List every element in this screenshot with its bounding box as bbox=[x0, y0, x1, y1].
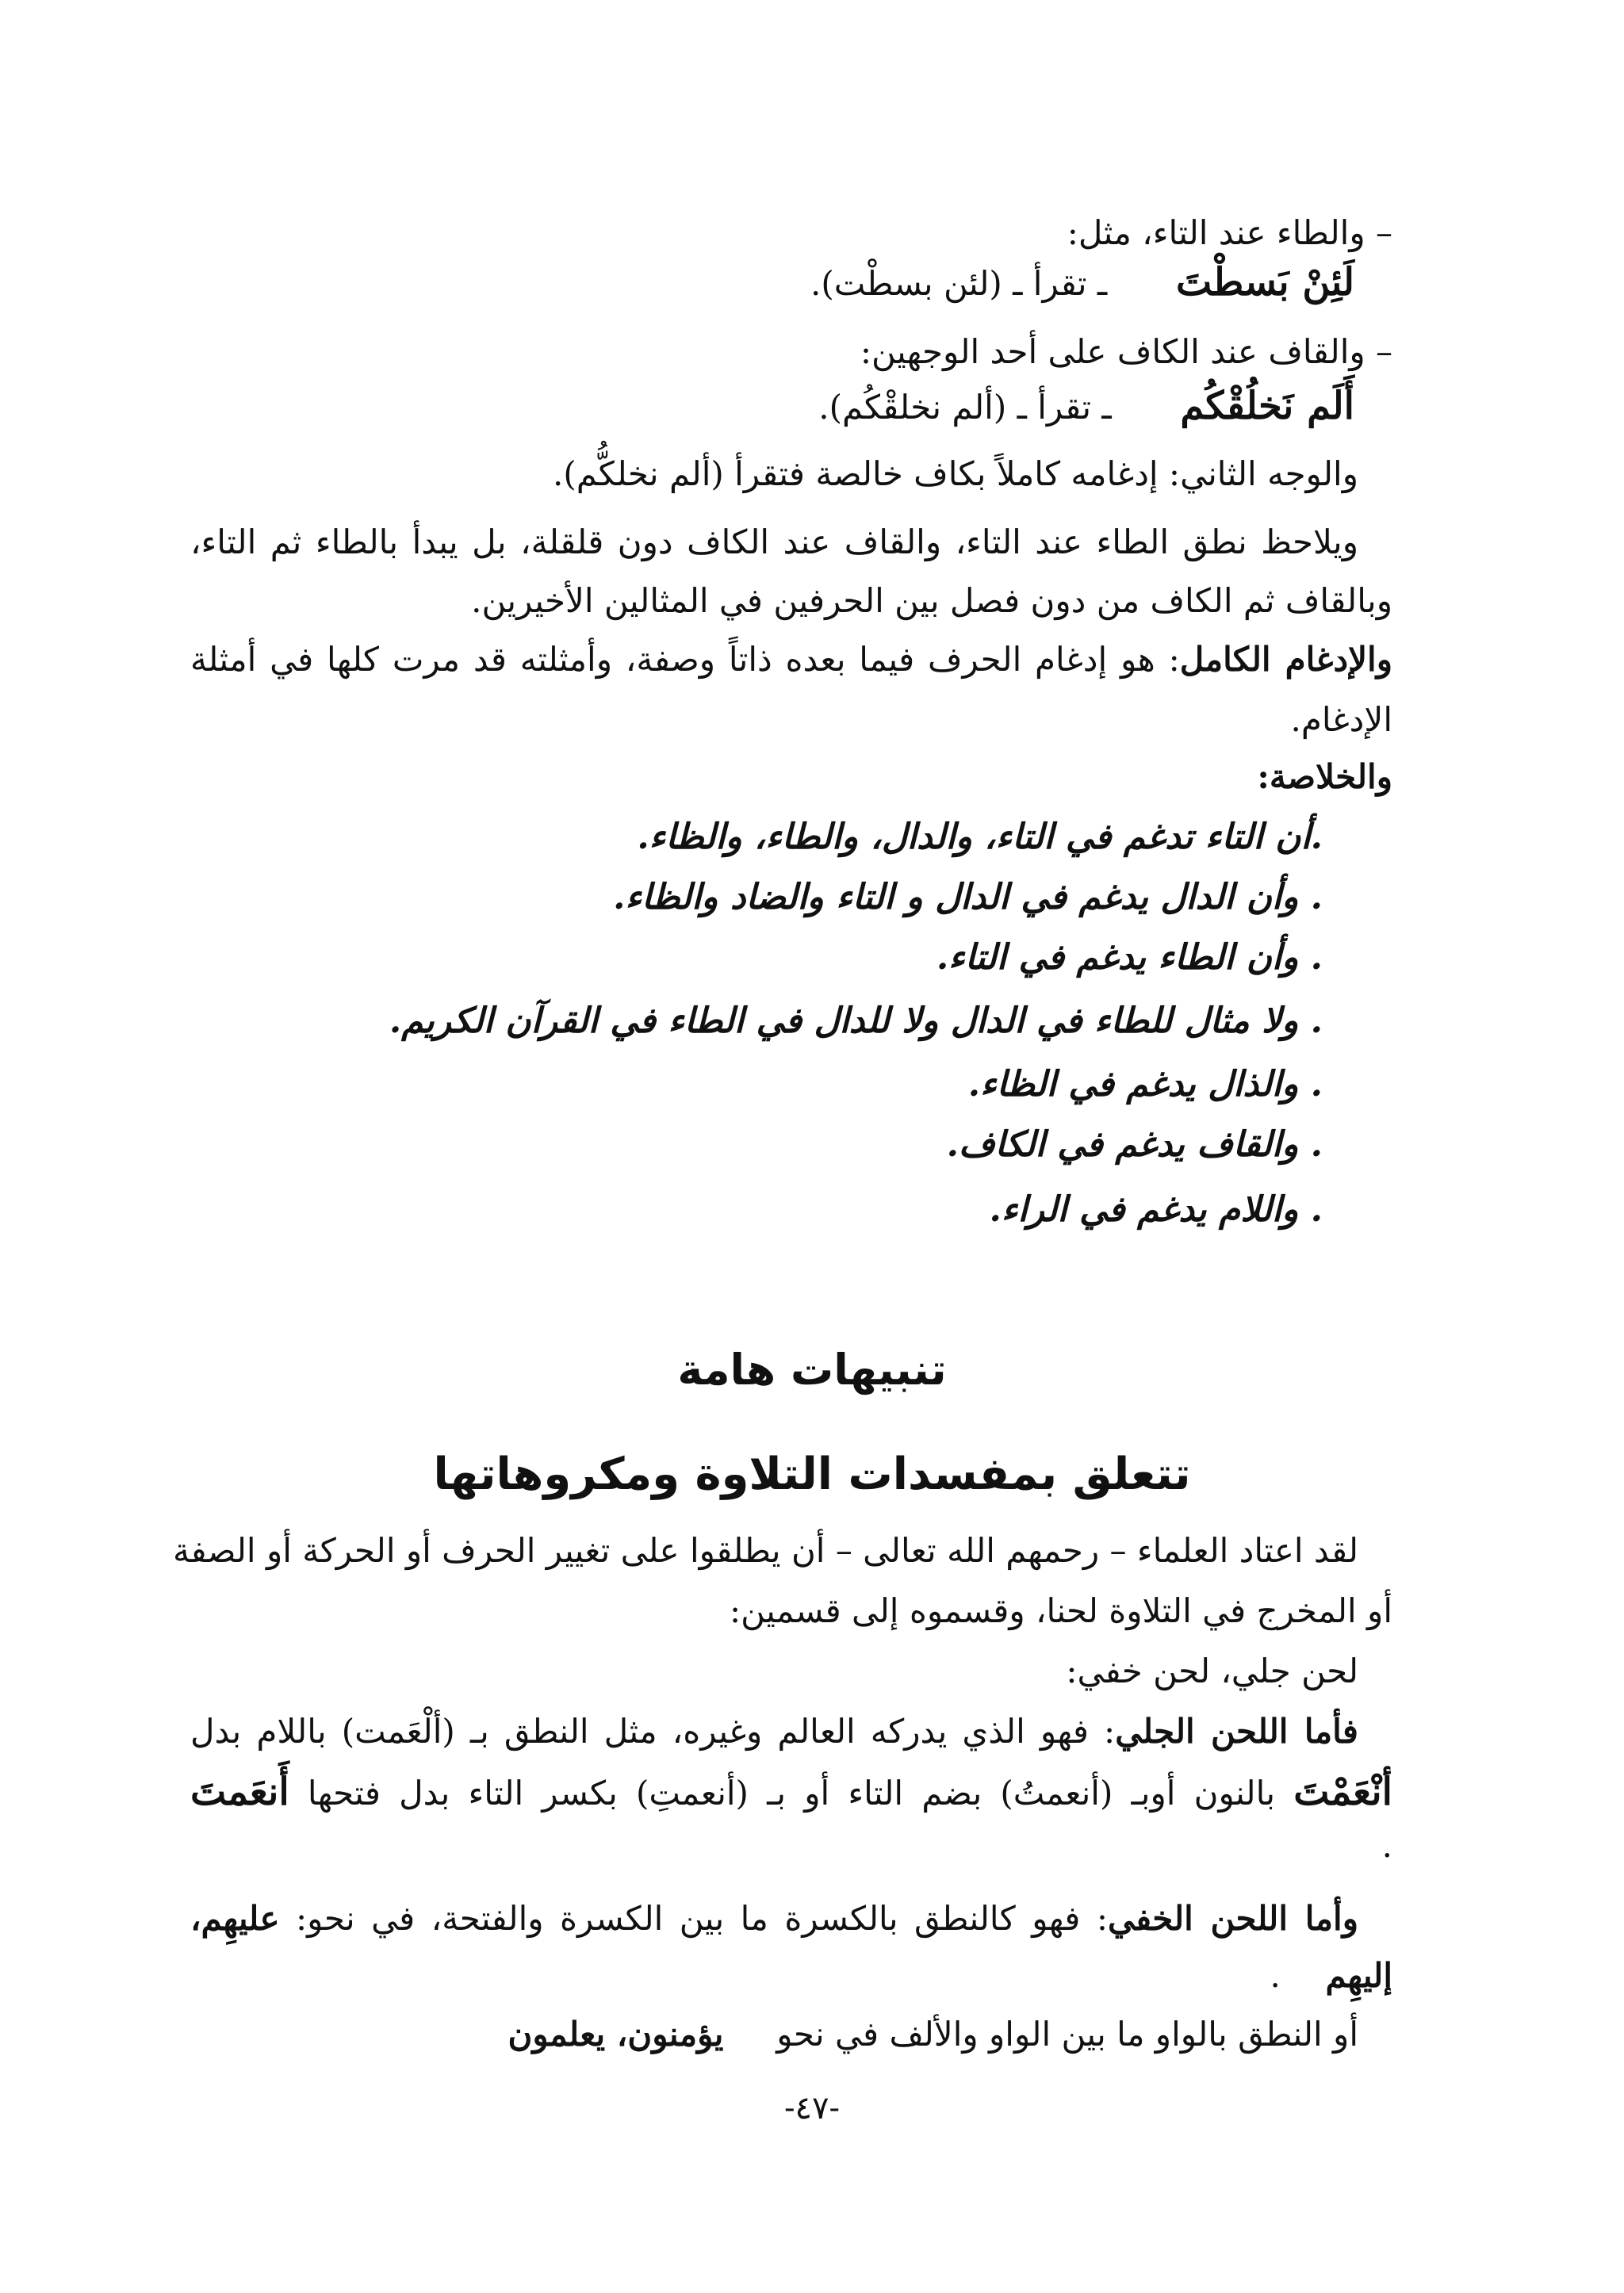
quran-word-basatta: لَئِنْ بَسطْتَ bbox=[1175, 260, 1354, 304]
quran-word-anamta-1: أنْعَمْتَ bbox=[1293, 1770, 1392, 1814]
jali-text-2: بالنون أوبـ (أنعمتُ) بضم التاء أو بـ (أنعمتِ) بكسر التاء بدل فتحها bbox=[307, 1774, 1276, 1813]
summary-title: والخلاصة: bbox=[1257, 757, 1392, 796]
summary-item: . وأن الطاء يدغم في التاء. bbox=[936, 937, 1323, 978]
intro-line-2: أو المخرج في التلاوة لحنا، وقسموه إلى قسمين: bbox=[730, 1591, 1392, 1630]
waw-text: أو النطق بالواو ما بين الواو والألف في نحو bbox=[776, 2015, 1358, 2054]
second-way-line: والوجه الثاني: إدغامه كاملاً بكاف خالصة فتقرأ (ألم نخلكُّم). bbox=[553, 454, 1358, 493]
note-line-2: وبالقاف ثم الكاف من دون فصل بين الحرفين في المثالين الأخيرين. bbox=[471, 581, 1392, 620]
lahn-types-line: لحن جلي، لحن خفي: bbox=[1066, 1652, 1358, 1690]
qaf-intro-line: – والقاف عند الكاف على أحد الوجهين: bbox=[860, 332, 1392, 371]
summary-item: . واللام يدغم في الراء. bbox=[989, 1189, 1323, 1230]
example-reading-2: ـ تقرأ ـ (ألم نخلقْكُم). bbox=[818, 388, 1112, 427]
jali-title: فأما اللحن الجلي bbox=[1115, 1712, 1358, 1751]
summary-item: . والذال يدغم في الظاء. bbox=[967, 1064, 1323, 1104]
quran-word-nakhluqkum: أَلَم نَخلُقْكُم bbox=[1180, 384, 1354, 428]
summary-item: . والقاف يدغم في الكاف. bbox=[946, 1124, 1323, 1165]
example-line-2 bbox=[818, 381, 1354, 433]
full-idgham-title: والإدغام الكامل bbox=[1179, 640, 1392, 679]
khafi-text-1: : فهو كالنطق بالكسرة ما بين الكسرة والفتحة، في نحو: bbox=[296, 1899, 1108, 1938]
khafi-line-2 bbox=[1270, 1950, 1392, 2001]
khafi-line-1 bbox=[190, 1893, 1358, 1944]
taa-intro-line: – والطاء عند التاء، مثل: bbox=[1067, 213, 1392, 252]
khafi-title: وأما اللحن الخفي bbox=[1107, 1899, 1358, 1938]
full-idgham-line-1 bbox=[190, 634, 1392, 685]
jali-text-1: : فهو الذي يدركه العالم وغيره، مثل النطق بـ (ألْعَمت) باللام بدل bbox=[190, 1712, 1116, 1751]
heading-important-notes: تنبيهات هامة bbox=[677, 1345, 947, 1395]
summary-item: . ولا مثال للطاء في الدال ولا للدال في الطاء في القرآن الكريم. bbox=[389, 1001, 1323, 1041]
intro-line-1: لقد اعتاد العلماء – رحمهم الله تعالى – أن يطلقوا على تغيير الحرف أو الحركة أو الصفة bbox=[172, 1531, 1358, 1570]
summary-item: .أن التاء تدغم في التاء، والدال، والطاء، والظاء. bbox=[637, 817, 1323, 857]
khafi-trailing-dot: . bbox=[1270, 1956, 1281, 1995]
word-ilayhim: إليهِم bbox=[1325, 1956, 1392, 1995]
jali-trailing-dot: . bbox=[1381, 1826, 1392, 1865]
full-idgham-text: : هو إدغام الحرف فيما بعده ذاتاً وصفة، وأمثلته قد مرت كلها في أمثلة bbox=[190, 640, 1180, 679]
word-alayhim: عليهِم، bbox=[190, 1899, 280, 1938]
page-number: -٤٧- bbox=[784, 2090, 840, 2126]
jali-line-2 bbox=[190, 1767, 1392, 1819]
example-line-1 bbox=[810, 257, 1354, 309]
note-line-1: ويلاحظ نطق الطاء عند التاء، والقاف عند الكاف دون قلقلة، بل يبدأ بالطاء ثم التاء، bbox=[190, 523, 1358, 561]
heading-recitation-errors: تتعلق بمفسدات التلاوة ومكروهاتها bbox=[433, 1449, 1191, 1500]
waw-words: يؤمنون، يعلمون bbox=[508, 2015, 724, 2054]
full-idgham-line-2: الإدغام. bbox=[1290, 700, 1392, 739]
quran-word-anamta-2: أَنعَمتَ bbox=[190, 1770, 289, 1814]
summary-item: . وأن الدال يدغم في الدال و التاء والضاد والظاء. bbox=[613, 877, 1323, 917]
waw-line bbox=[508, 2009, 1359, 2060]
example-reading-1: ـ تقرأ ـ (لئن بسطْت). bbox=[810, 264, 1108, 303]
jali-line-1 bbox=[190, 1706, 1358, 1757]
